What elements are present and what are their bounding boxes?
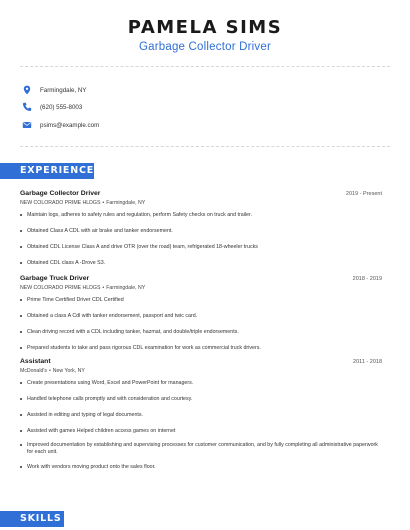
job-entry [20,275,382,351]
bullet-item: Work with vendors moving product onto the sales floor. [20,464,380,471]
job-employer: NEW COLORADO PRIME HLDGS • Farmingdale, NY [20,200,146,206]
company-location: New York, NY [52,368,85,374]
location-text: Farmingdale, NY [40,86,87,94]
skills-heading: SKILLS [0,511,64,527]
bullet-item: Clean driving record with a CDL including tanker, hazmat, and double/triple endorsements. [20,329,380,336]
job-entry [20,190,382,266]
job-dates: 2018 - 2019 [352,276,382,282]
job-title: Garbage Collector Driver [20,190,101,197]
bullet-item: Obtained a class A Cdl with tanker endorsement, passport and twic card. [20,313,380,320]
divider [20,66,390,67]
bullet-item: Obtained Class A CDL with air brake and tanker endorsement. [20,228,380,235]
contact-location [22,84,86,96]
bullet-item: Handled telephone calls promptly and with consideration and courtesy. [20,396,380,403]
bullet-item: Prepared students to take and pass rigorous CDL examination for work as commercial truck drivers. [20,345,380,352]
bullet-item: Assisted in editing and typing of legal documents. [20,412,380,419]
job-title: Assistant [20,358,51,365]
company-name: NEW COLORADO PRIME HLDGS [20,285,101,291]
company-name: NEW COLORADO PRIME HLDGS [20,200,101,206]
bullet-item: Improved documentation by establishing and supervising processes for customer communication, and by fully completing all administrative paperwork for each unit. [20,442,380,456]
job-entry [20,358,382,470]
bullet-item: Create presentations using Word, Excel and PowerPoint for managers. [20,380,380,387]
bullet-item: Obtained CDL License Class A and drive OTR (over the road) team, refrigerated 18-wheeler trucks [20,244,380,251]
location-pin-icon [22,85,32,95]
bullet-item: Assisted with games Helped children access games on internet [20,428,380,435]
email-text: psims@example.com [40,121,100,129]
phone-icon [22,102,32,112]
job-employer: NEW COLORADO PRIME HLDGS • Farmingdale, NY [20,285,146,291]
email-icon [22,120,32,130]
bullet-item: Prime Time Certified Driver CDL Certified [20,297,380,304]
bullet-item: Obtained CDL class A -Drove S3. [20,260,380,267]
job-dates: 2011 - 2018 [353,359,382,365]
job-employer: McDonald's • New York, NY [20,368,85,374]
divider [20,146,390,147]
experience-heading: EXPERIENCE [0,163,94,179]
company-location: Farmingdale, NY [106,285,146,291]
company-location: Farmingdale, NY [106,200,146,206]
job-title: Garbage Truck Driver [20,275,90,282]
candidate-role: Garbage Collector Driver [139,41,271,53]
phone-text: (620) 555-8003 [40,103,83,111]
contact-phone [22,101,82,113]
contact-email [22,119,99,131]
candidate-name: PAMELA SIMS [127,17,283,38]
job-dates: 2019 - Present [345,191,382,197]
bullet-item: Maintain logs, adheres to safety rules and regulation, perform Safety checks on truck and trailer. [20,212,380,219]
company-name: McDonald's [20,368,47,374]
